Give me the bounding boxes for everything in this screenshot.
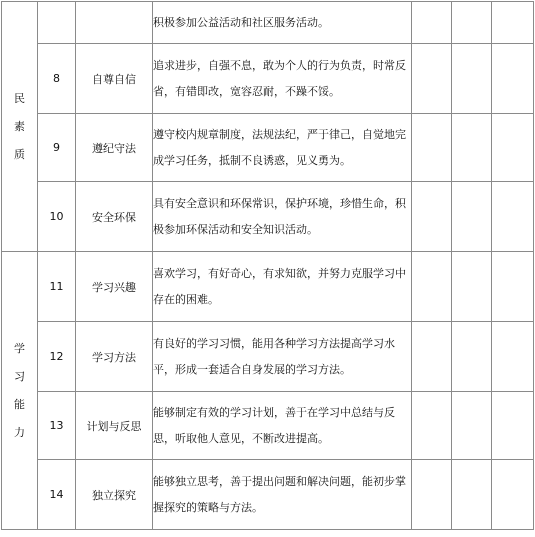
item-description: 遵守校内规章制度，法规法纪，严于律己，自觉地完成学习任务，抵制不良诱惑，见义勇为。 [153, 114, 412, 182]
score-cell[interactable] [452, 44, 492, 114]
score-cell[interactable] [492, 322, 534, 392]
item-name: 自尊自信 [76, 44, 153, 114]
item-name: 计划与反思 [76, 392, 153, 460]
table-row [2, 2, 534, 44]
score-cell[interactable] [492, 44, 534, 114]
score-cell[interactable] [412, 252, 452, 322]
item-number: 13 [38, 392, 76, 460]
score-cell[interactable] [452, 114, 492, 182]
evaluation-table [1, 1, 534, 530]
score-cell[interactable] [452, 392, 492, 460]
item-number: 11 [38, 252, 76, 322]
item-number: 12 [38, 322, 76, 392]
item-name: 遵纪守法 [76, 114, 153, 182]
score-cell[interactable] [492, 252, 534, 322]
score-cell[interactable] [412, 460, 452, 530]
score-cell[interactable] [412, 2, 452, 44]
category-char: 力 [14, 425, 25, 439]
score-cell[interactable] [452, 322, 492, 392]
score-cell[interactable] [452, 252, 492, 322]
category-char: 能 [14, 397, 25, 411]
item-description: 能够制定有效的学习计划，善于在学习中总结与反思，听取他人意见，不断改进提高。 [153, 392, 412, 460]
score-cell[interactable] [412, 322, 452, 392]
score-cell[interactable] [412, 44, 452, 114]
table-row [2, 252, 534, 322]
category-char: 质 [14, 147, 25, 161]
item-description: 喜欢学习，有好奇心，有求知欲，并努力克服学习中存在的困难。 [153, 252, 412, 322]
score-cell[interactable] [452, 2, 492, 44]
table-row [2, 182, 534, 252]
item-description: 积极参加公益活动和社区服务活动。 [153, 2, 412, 44]
item-name [76, 2, 153, 44]
item-name: 独立探究 [76, 460, 153, 530]
score-cell[interactable] [492, 2, 534, 44]
item-number: 10 [38, 182, 76, 252]
item-description: 具有安全意识和环保常识，保护环境，珍惜生命，积极参加环保活动和安全知识活动。 [153, 182, 412, 252]
table-row [2, 44, 534, 114]
item-name: 安全环保 [76, 182, 153, 252]
item-number: 14 [38, 460, 76, 530]
score-cell[interactable] [492, 182, 534, 252]
score-cell[interactable] [412, 392, 452, 460]
category-char: 习 [14, 369, 25, 383]
score-cell[interactable] [492, 460, 534, 530]
category-char: 学 [14, 341, 25, 355]
score-cell[interactable] [452, 460, 492, 530]
item-number: 8 [38, 44, 76, 114]
category-char: 素 [14, 119, 25, 133]
score-cell[interactable] [492, 392, 534, 460]
table-row [2, 322, 534, 392]
score-cell[interactable] [452, 182, 492, 252]
table-row [2, 460, 534, 530]
item-description: 能够独立思考，善于提出问题和解决问题，能初步掌握探究的策略与方法。 [153, 460, 412, 530]
item-number [38, 2, 76, 44]
item-description: 追求进步，自强不息，敢为个人的行为负责，时常反省，有错即改，宽容忍耐，不躁不馁。 [153, 44, 412, 114]
item-description: 有良好的学习习惯，能用各种学习方法提高学习水平，形成一套适合自身发展的学习方法。 [153, 322, 412, 392]
item-name: 学习兴趣 [76, 252, 153, 322]
item-number: 9 [38, 114, 76, 182]
item-name: 学习方法 [76, 322, 153, 392]
score-cell[interactable] [412, 114, 452, 182]
table-row [2, 392, 534, 460]
category-cell-learning-ability [2, 252, 38, 530]
score-cell[interactable] [412, 182, 452, 252]
score-cell[interactable] [492, 114, 534, 182]
category-char: 民 [14, 91, 25, 105]
category-cell-moral-quality [2, 2, 38, 252]
table-row [2, 114, 534, 182]
